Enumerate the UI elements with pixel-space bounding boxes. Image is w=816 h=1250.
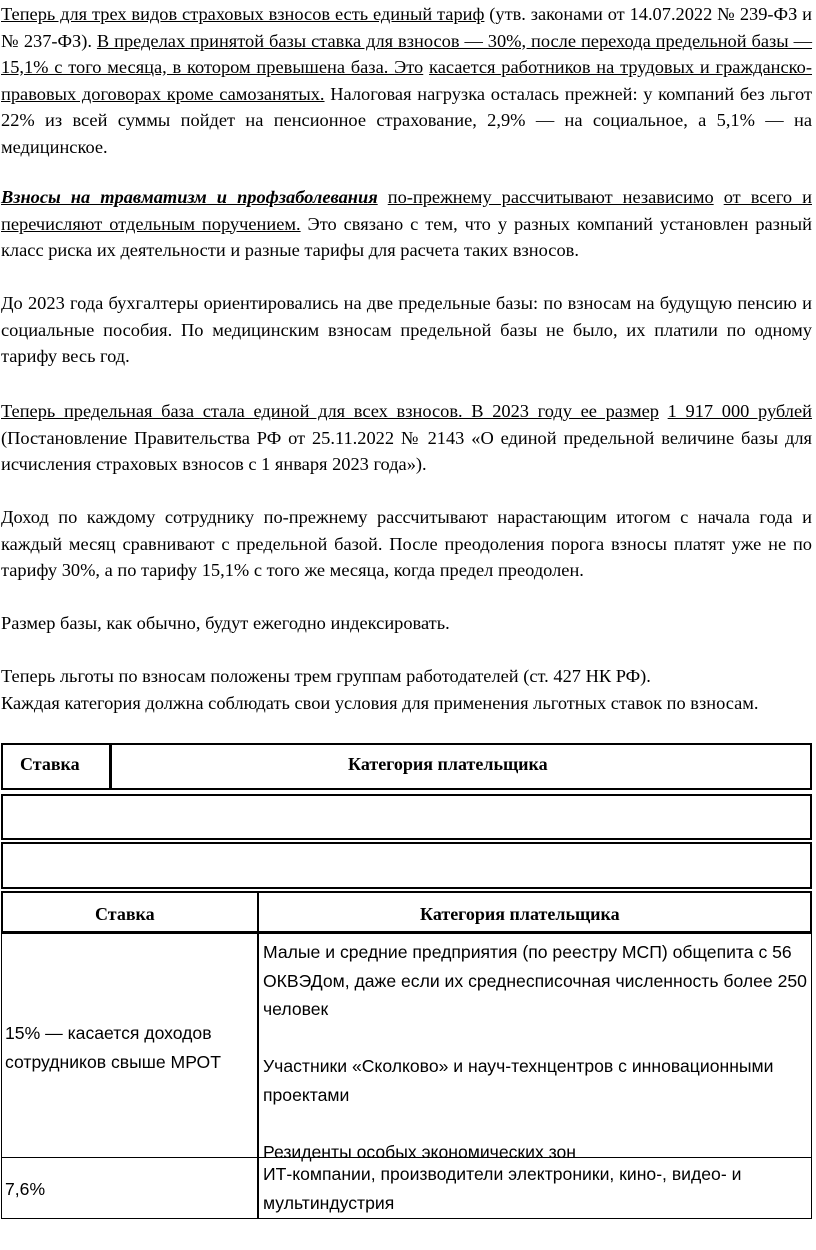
main-table-header-category bbox=[257, 891, 812, 933]
risk-class-text: Это связано с тем, что у разных компаний установлен разный класс риска их деятельности и разные тарифы для расчета таких взносов. bbox=[1, 213, 812, 260]
space bbox=[714, 187, 724, 207]
tariff-heading-link: Теперь для трех видов страховых взносов есть единый тариф bbox=[1, 4, 485, 24]
unified-base-statement: Теперь предельная база стала единой для всех взносов. В 2023 году ее размер bbox=[1, 401, 659, 421]
rate-15-percent: 15% — касается доходов сотрудников свыше МРОТ bbox=[5, 1023, 221, 1072]
paragraph-benefits-groups bbox=[1, 663, 812, 716]
main-table-row-1-rate-cell bbox=[1, 933, 259, 1158]
main-table-col-category: Категория плательщика bbox=[420, 904, 620, 924]
space bbox=[378, 187, 388, 207]
main-table-header-rate bbox=[1, 891, 259, 933]
category-skolkovo: Участники «Сколково» и науч-технцентров с инновационными проектами bbox=[263, 1056, 774, 1105]
category-list bbox=[263, 938, 808, 1166]
paragraph-injury-contributions bbox=[1, 184, 812, 264]
benefits-intro: Теперь льготы по взносам положены трем группам работодателей (ст. 427 НК РФ). bbox=[1, 666, 651, 686]
top-table-empty-row-1 bbox=[1, 794, 812, 840]
top-table-header-rate bbox=[1, 743, 111, 790]
paragraph-cumulative-income: Доход по каждому сотруднику по-прежнему рассчитывают нарастающим итогом с начала года и каждый месяц сравнивают с предельной базой. После преодоления порога взносы платят уже не по тарифу 30%, а по тарифу 15,1% с того же месяца, когда предел преодолен. bbox=[1, 507, 812, 580]
top-table-empty-row-2 bbox=[1, 842, 812, 889]
main-table-col-rate: Ставка bbox=[95, 904, 155, 924]
paragraph-indexation: Размер базы, как обычно, будут ежегодно индексировать. bbox=[1, 613, 450, 633]
independent-calc: по-прежнему рассчитывают независимо bbox=[387, 187, 714, 207]
separate-order: от всего и перечисляют отдельным поручением. bbox=[1, 187, 812, 234]
paragraph-unified-base bbox=[1, 398, 812, 478]
workers-scope: касается работников на трудовых и гражданско-правовых договорах кроме самозанятых. bbox=[1, 57, 812, 104]
paragraph-two-bases: До 2023 года бухгалтеры ориентировались на две предельные базы: по взносам на будущую пенсию и социальные пособия. По медицинским взносам предельной базы не было, их платили по одному тарифу весь год. bbox=[1, 293, 812, 366]
spacer bbox=[263, 1024, 808, 1053]
main-table-row-2-rate-cell bbox=[1, 1157, 259, 1219]
top-table-header-category bbox=[110, 743, 812, 790]
tax-load-text: Налоговая нагрузка осталась прежней: у компаний без льгот 22% из всей суммы пойдет на пенсионное страхование, 2,9% — на социальное, а 5,1% — на медицинское. bbox=[1, 83, 812, 157]
space bbox=[659, 401, 668, 421]
rate-7-6-percent: 7,6% bbox=[5, 1179, 46, 1199]
category-sme-catering: Малые и средние предприятия (по реестру МСП) общепита с 56 ОКВЭДом, даже если их среднесписочная численность более 250 человек bbox=[263, 942, 807, 1019]
paragraph-single-tariff bbox=[1, 1, 812, 160]
category-it-companies: ИТ-компании, производители электроники, кино-, видео- и мультиндустрия bbox=[263, 1164, 742, 1213]
base-amount: 1 917 000 рублей bbox=[667, 401, 812, 421]
spacer bbox=[263, 1109, 808, 1138]
main-table-row-1-category-cell bbox=[257, 933, 812, 1162]
benefits-conditions: Каждая категория должна соблюдать свои условия для применения льготных ставок по взносам. bbox=[1, 692, 759, 713]
top-table-col-rate: Ставка bbox=[20, 754, 80, 774]
injury-heading: Взносы на травматизм и профзаболевания bbox=[1, 187, 378, 207]
rate-statement: В пределах принятой базы ставка для взносов — 30%, после перехода предельной базы — 15,1% с того месяца, в котором превышена база. Это bbox=[1, 30, 812, 77]
main-table-row-2-category-cell bbox=[257, 1157, 812, 1219]
decree-reference: (Постановление Правительства РФ от 25.11.2022 № 2143 «О единой предельной величине базы для исчисления страховых взносов с 1 января 2023 года»). bbox=[1, 427, 812, 474]
laws-reference: (утв. законами от 14.07.2022 № 239-ФЗ и № 237-ФЗ). bbox=[1, 4, 812, 51]
top-table-col-category: Категория плательщика bbox=[348, 754, 548, 774]
category-special-zones: Резиденты особых экономических зон bbox=[263, 1141, 576, 1162]
